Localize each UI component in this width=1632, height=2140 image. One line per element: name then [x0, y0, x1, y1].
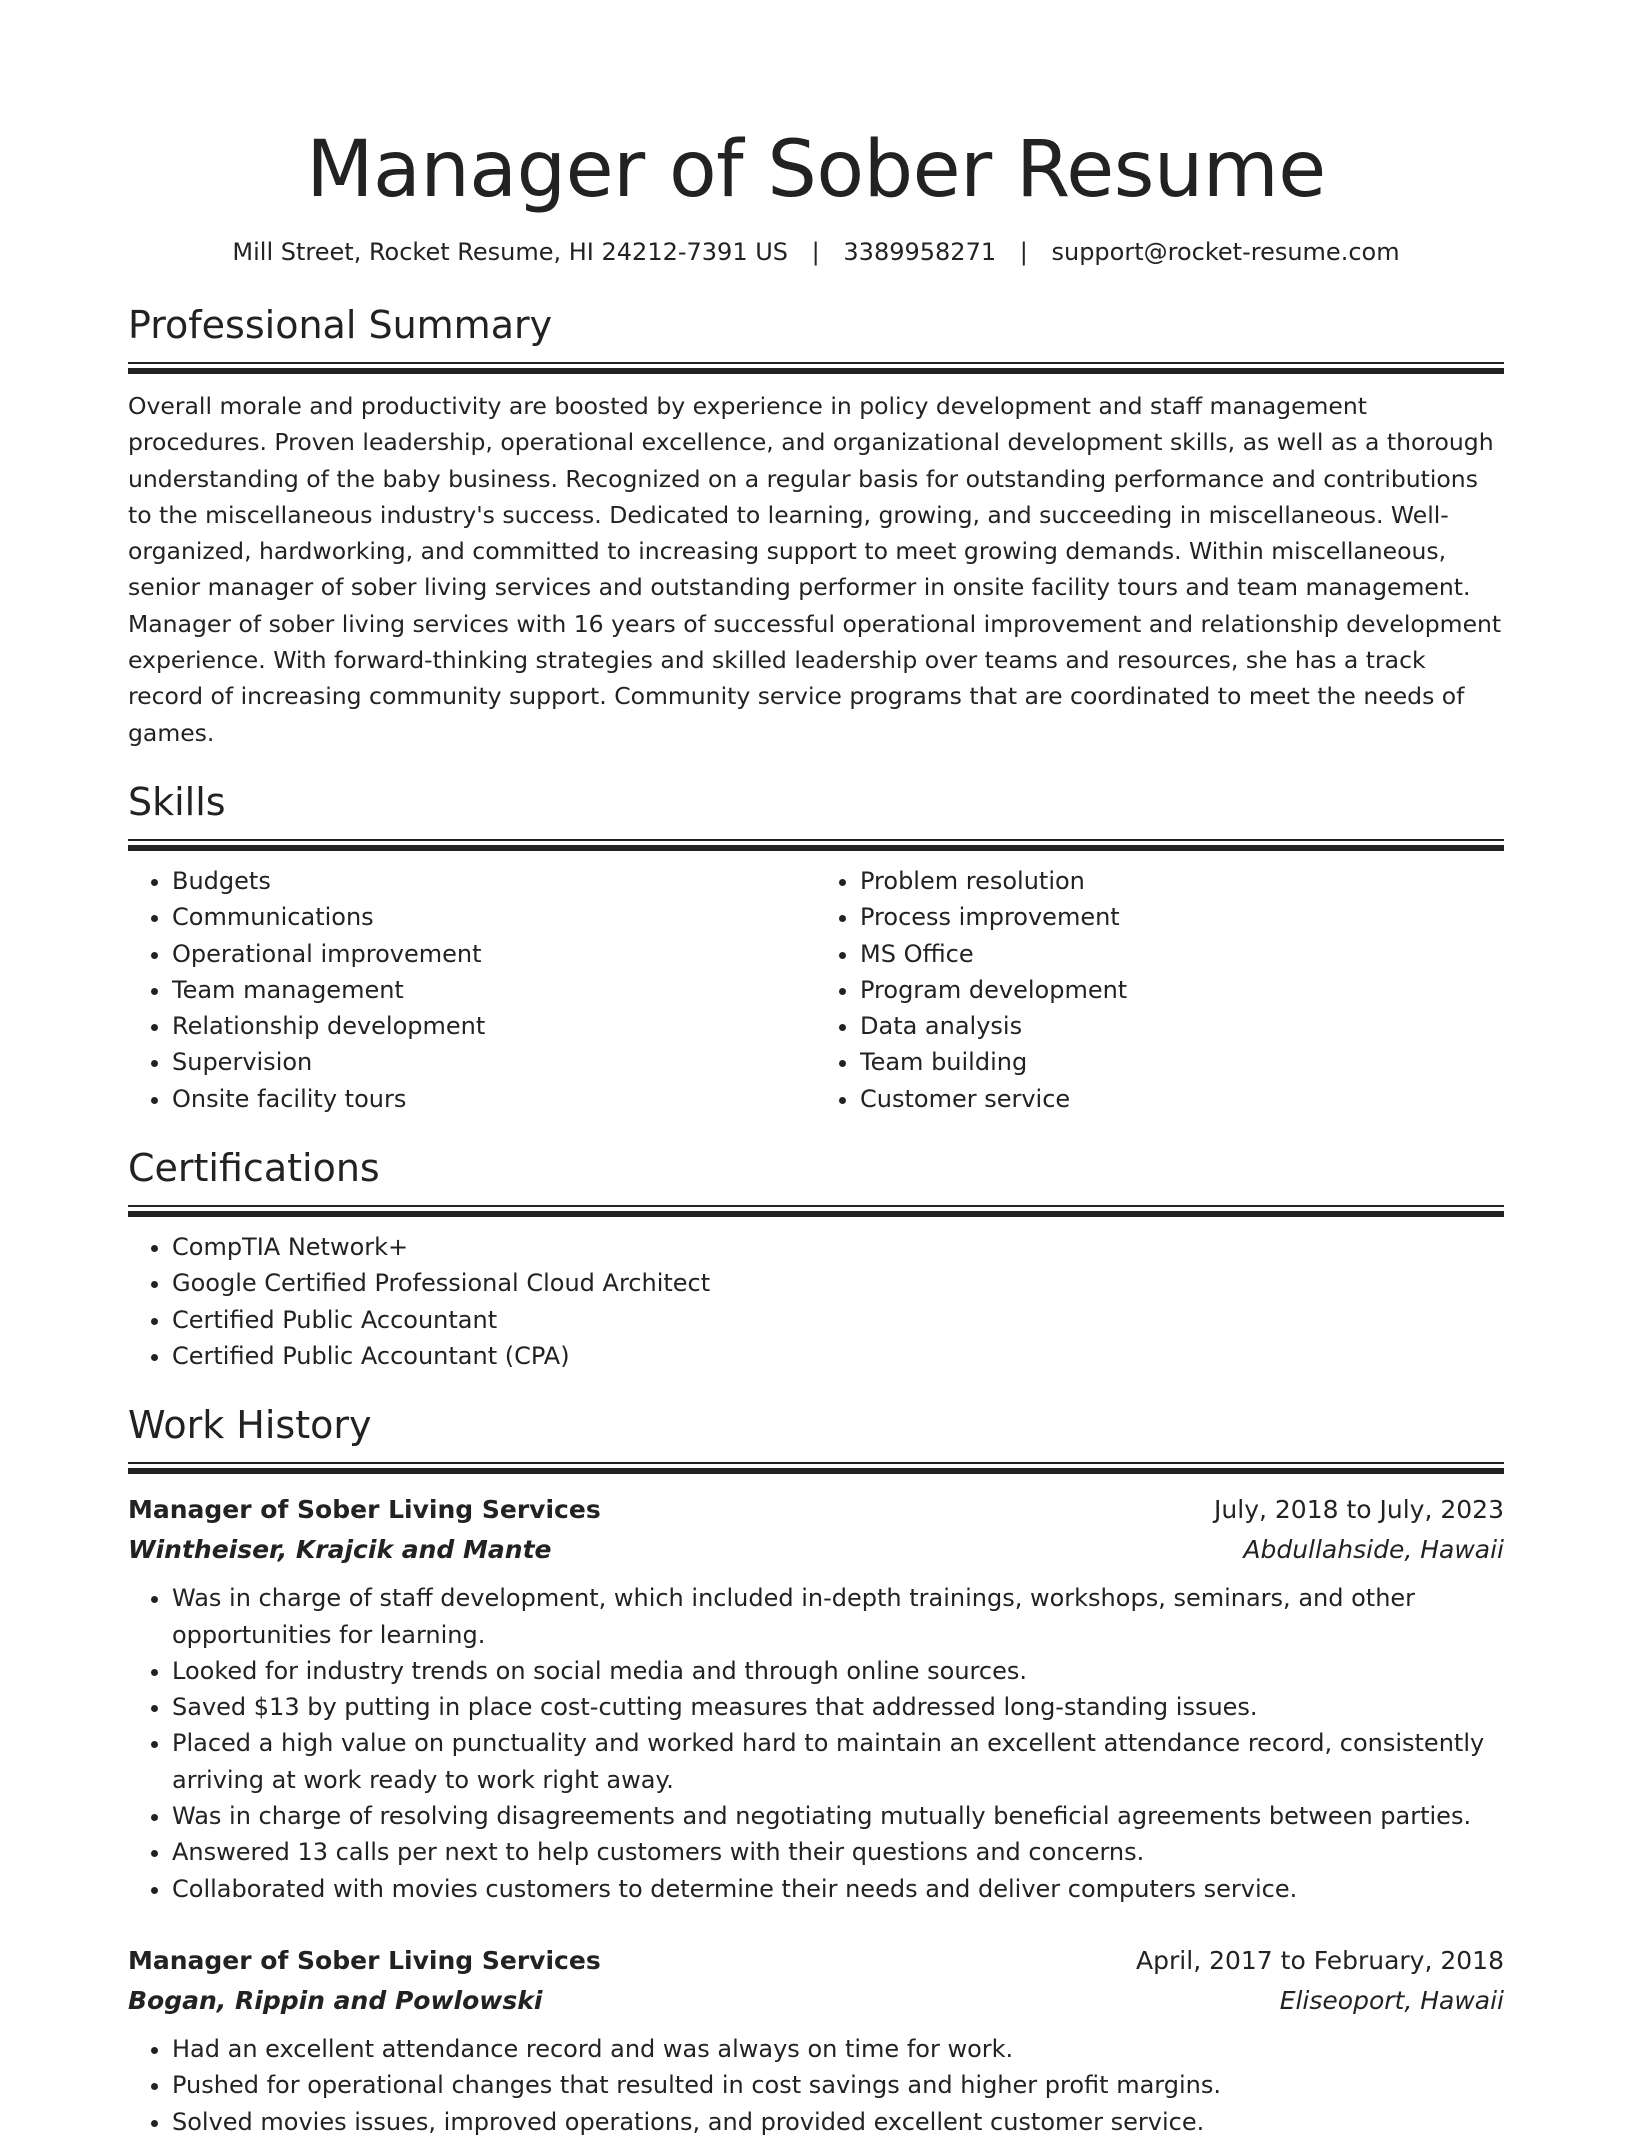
skill-item: • Program development	[860, 972, 1504, 1008]
skill-item: • Operational improvement	[172, 936, 816, 972]
skill-item: • Data analysis	[860, 1008, 1504, 1044]
job-title: Manager of Sober Living Services	[128, 1945, 601, 1975]
contact-address: Mill Street, Rocket Resume, HI 24212-7391 US	[232, 238, 789, 266]
skill-item: • Team building	[860, 1044, 1504, 1080]
job-dates: April, 2017 to February, 2018	[1136, 1945, 1504, 1975]
skill-item: • Supervision	[172, 1044, 816, 1080]
skill-item: • Relationship development	[172, 1008, 816, 1044]
job-company: Wintheiser, Krajcik and Mante	[128, 1535, 552, 1565]
section-divider	[128, 1205, 1504, 1217]
skills-column-left	[128, 863, 816, 1117]
job-bullet: • Pushed for operational changes that resulted in cost savings and higher profit margins.	[172, 2067, 1504, 2103]
job-header-row	[128, 1941, 1504, 1981]
job-bullet: • Collaborated with movies customers to determine their needs and deliver computers service.	[172, 1871, 1504, 1907]
certification-item: • Certified Public Accountant (CPA)	[172, 1338, 1504, 1374]
contact-line	[128, 236, 1504, 268]
skill-item: • Budgets	[172, 863, 816, 899]
job-bullet: • Answered 13 calls per next to help customers with their questions and concerns.	[172, 1834, 1504, 1870]
job-entry	[128, 1490, 1504, 1907]
job-bullet: • Placed a high value on punctuality and worked hard to maintain an excellent attendance record, consistently arriving at work ready to work right away.	[172, 1725, 1504, 1798]
job-bullet: • Saved $13 by putting in place cost-cutting measures that addressed long-standing issues.	[172, 1689, 1504, 1725]
job-bullet: • Solved movies issues, improved operations, and provided excellent customer service.	[172, 2104, 1504, 2140]
summary-text: Overall morale and productivity are boosted by experience in policy development and staff management procedures. Proven leadership, operational excellence, and organizational development skills, as well as a thorough understanding of the baby business. Recognized on a regular basis for outstanding performance and contributions to the miscellaneous industry's success. Dedicated to learning, growing, and succeeding in miscellaneous. Well-organized, hardworking, and committed to increasing support to meet growing demands. Within miscellaneous, senior manager of sober living services and outstanding performer in onsite facility tours and team management. Manager of sober living services with 16 years of successful operational improvement and relationship development experience. With forward-thinking strategies and skilled leadership over teams and resources, she has a track record of increasing community support. Community service programs that are coordinated to meet the needs of games.	[128, 392, 1502, 747]
contact-separator: |	[1019, 238, 1028, 266]
certification-item: • CompTIA Network+	[172, 1229, 1504, 1265]
job-location: Abdullahside, Hawaii	[1243, 1535, 1504, 1565]
job-dates: July, 2018 to July, 2023	[1214, 1495, 1504, 1525]
section-divider	[128, 362, 1504, 374]
skills-columns	[128, 863, 1504, 1117]
skill-item: • Team management	[172, 972, 816, 1008]
job-title: Manager of Sober Living Services	[128, 1495, 601, 1525]
job-company: Bogan, Rippin and Powlowski	[128, 1985, 543, 2015]
skill-item: • MS Office	[860, 936, 1504, 972]
certification-item: • Google Certified Professional Cloud Architect	[172, 1265, 1504, 1301]
skill-item: • Customer service	[860, 1081, 1504, 1117]
contact-separator: |	[811, 238, 820, 266]
section-divider	[128, 1462, 1504, 1474]
job-bullet: • Was in charge of staff development, which included in-depth trainings, workshops, seminars, and other opportunities for learning.	[172, 1580, 1504, 1653]
job-entry	[128, 1941, 1504, 2140]
resume-name: Manager of Sober Resume	[306, 125, 1326, 215]
section-title-summary: Professional Summary	[128, 303, 553, 347]
work-history-section	[128, 1402, 1504, 2140]
section-title-work-history: Work History	[128, 1403, 372, 1448]
skill-item: • Onsite facility tours	[172, 1081, 816, 1117]
job-company-row	[128, 1981, 1504, 2021]
job-location: Eliseoport, Hawaii	[1279, 1985, 1504, 2015]
summary-section	[128, 302, 1504, 751]
job-bullet: • Looked for industry trends on social media and through online sources.	[172, 1653, 1504, 1689]
job-header-row	[128, 1490, 1504, 1530]
skill-item: • Problem resolution	[860, 863, 1504, 899]
job-bullet: • Had an excellent attendance record and was always on time for work.	[172, 2031, 1504, 2067]
contact-phone: 3389958271	[843, 238, 997, 266]
job-bullet-list	[128, 1580, 1504, 1907]
skills-section	[128, 779, 1504, 1117]
section-divider	[128, 839, 1504, 851]
skills-column-right	[816, 863, 1504, 1117]
certifications-section	[128, 1145, 1504, 1374]
certification-item: • Certified Public Accountant	[172, 1302, 1504, 1338]
job-company-row	[128, 1530, 1504, 1570]
section-title-skills: Skills	[128, 779, 226, 824]
certification-list	[128, 1229, 1504, 1374]
section-title-certifications: Certifications	[128, 1146, 380, 1191]
job-bullet: • Was in charge of resolving disagreements and negotiating mutually beneficial agreements between parties.	[172, 1798, 1504, 1834]
contact-email: support@rocket-resume.com	[1051, 238, 1400, 266]
skill-item: • Process improvement	[860, 899, 1504, 935]
skill-item: • Communications	[172, 899, 816, 935]
job-bullet-list	[128, 2031, 1504, 2140]
